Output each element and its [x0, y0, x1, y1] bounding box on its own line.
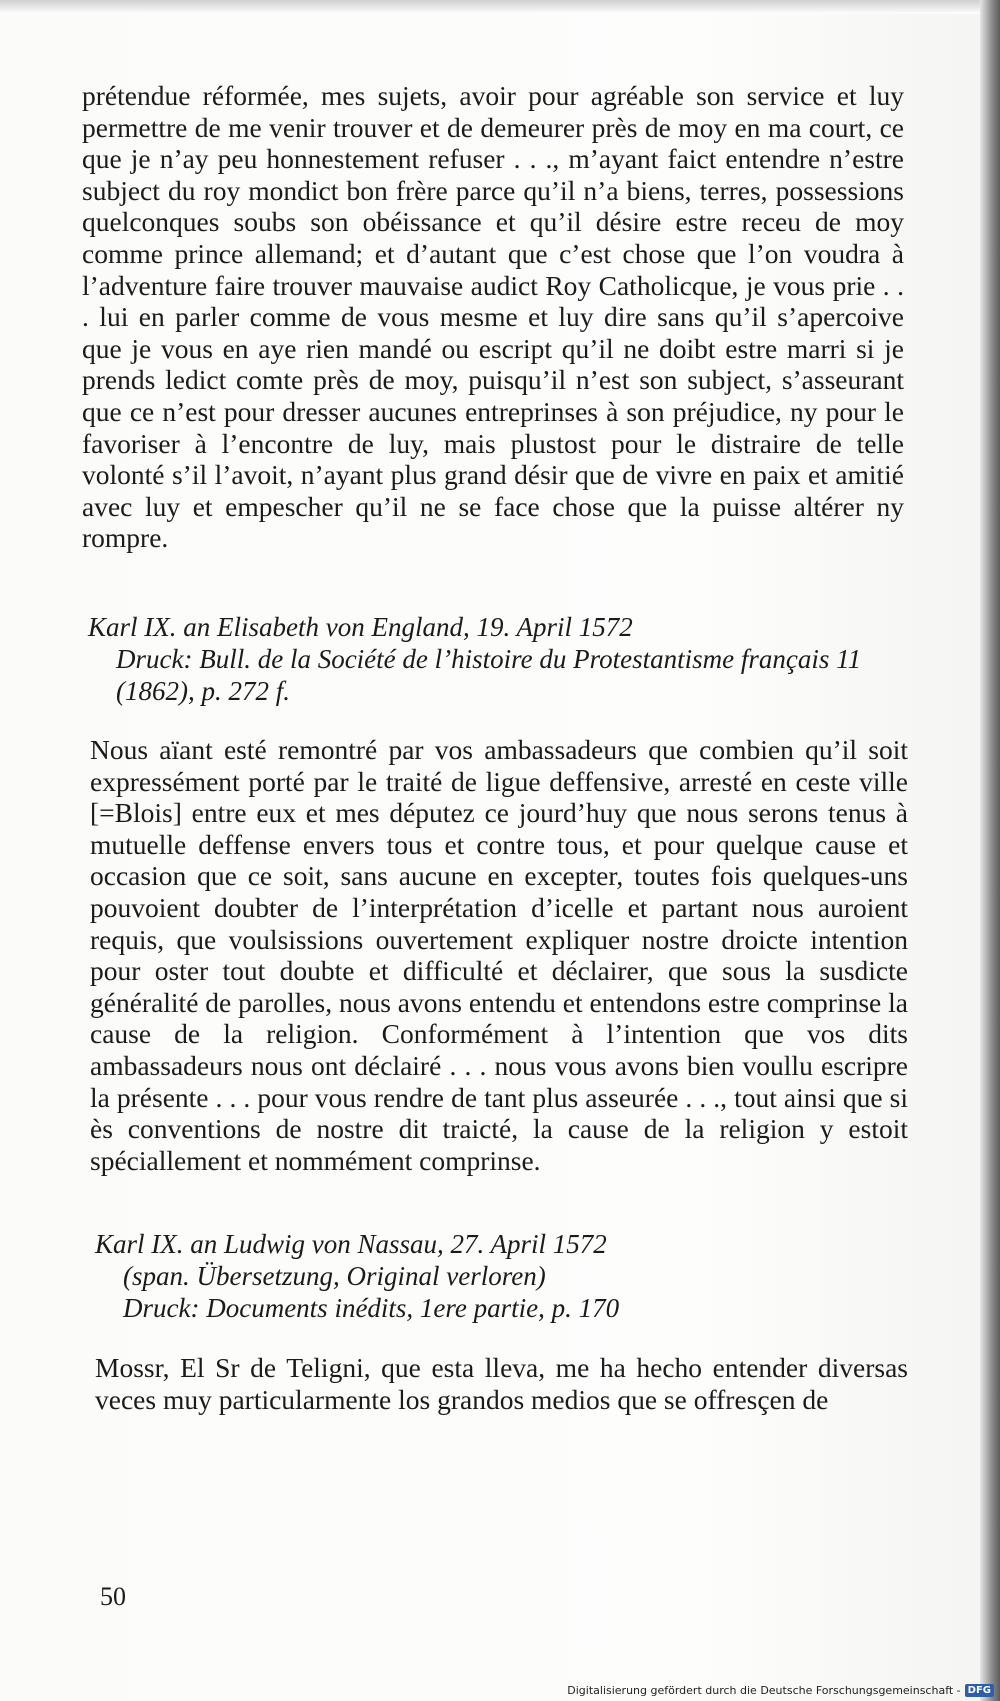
- footer-credit: [567, 1684, 994, 1697]
- footer-text: Digitalisierung gefördert durch die Deutsche Forschungsgemeinschaft -: [567, 1684, 961, 1697]
- letter-continuation: [82, 80, 904, 554]
- dfg-logo-icon: DFG: [965, 1684, 994, 1697]
- letter-title: Karl IX. an Elisabeth von England, 19. April 1572: [88, 612, 633, 642]
- letter-heading-elisabeth: [88, 611, 908, 707]
- letter-body-nassau: [95, 1352, 908, 1415]
- letter-source: Druck: Bull. de la Société de l’histoire du Protestantisme français 11 (1862), p. 272 f.: [116, 644, 862, 706]
- letter-source: Druck: Documents inédits, 1ere partie, p. 170: [123, 1293, 620, 1323]
- letter-title: Karl IX. an Ludwig von Nassau, 27. April 1572: [95, 1229, 607, 1259]
- letter-paragraph: Nous aïant esté remontré par vos ambassadeurs que combien qu’il soit expressément porté par le traité de ligue deffensive, arresté en ceste ville [=Blois] entre eux et mes députez ce jourd’huy que nous serons tenus à mutuelle deffense envers tous et contre tous, et pour quelque cause et occasion que ce soit, sans aucune en excepter, toutes fois quelques-uns pouvoient doubter de l’interprétation d’icelle et partant nous auroient requis, que voulsissions ouvertement expliquer nostre droicte intention pour oster tout doubte et difficulté et déclairer, que sous la susdicte généralité de parolles, nous avons entendu et entendons estre comprinse la cause de la religion. Conformément à l’intention que vos dits ambassadeurs nous ont déclairé . . . nous vous avons bien voullu escripre la présente . . . pour vous rendre de tant plus asseurée . . ., tout ainsi que si ès conventions de nostre dit traicté, la cause de la religion y estoit spéciallement et nommément comprinse.: [90, 734, 908, 1176]
- letter-body-elisabeth: [90, 734, 908, 1176]
- letter-paragraph: Mossr, El Sr de Teligni, que esta lleva, me ha hecho entender diversas veces muy particularmente los grandos medios que se offresçen de: [95, 1352, 908, 1415]
- continuation-paragraph: prétendue réformée, mes sujets, avoir pour agréable son service et luy permettre de me venir trouver et de demeurer près de moy en ma court, ce que je n’ay peu honnestement refuser . . ., m’ayant faict entendre n’estre subject du roy mondict bon frère parce qu’il n’a biens, terres, possessions quelconques soubs son obéissance et qu’il désire estre receu de moy comme prince allemand; et d’autant que c’est chose que l’on voudra à l’adventure faire trouver mauvaise audict Roy Catholicque, je vous prie . . . lui en parler comme de vous mesme et luy dire sans qu’il s’apercoive que je vous en aye rien mandé ou escript qu’il ne doibt estre marri si je prends ledict comte près de moy, puisqu’il n’est son subject, s’asseurant que ce n’est pour dresser aucunes entreprinses à son préjudice, ny pour le favoriser à l’encontre de luy, mais plustost pour le distraire de telle volonté s’il l’avoit, n’ayant plus grand désir que de vivre en paix et amitié avec luy et empescher qu’il ne se face chose que la puisse altérer ny rompre.: [82, 80, 904, 554]
- letter-note: (span. Übersetzung, Original verloren): [123, 1261, 546, 1291]
- letter-heading-nassau: [95, 1228, 910, 1324]
- page-number: 50: [100, 1582, 126, 1611]
- page-top-shadow: [0, 0, 1000, 14]
- page-edge-shadow: [980, 0, 1000, 1701]
